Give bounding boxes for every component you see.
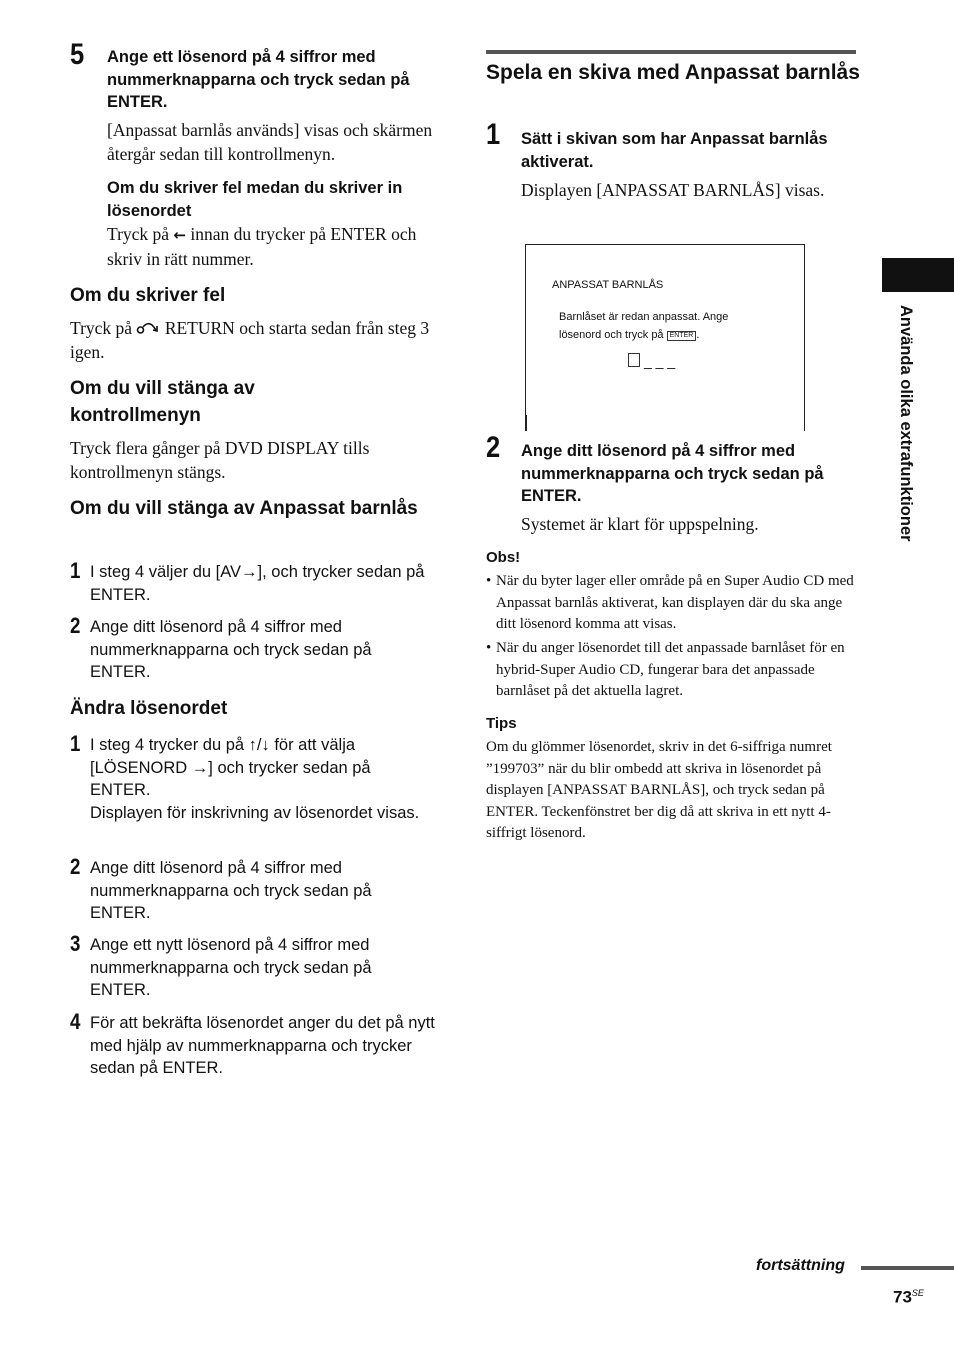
section-body: Tryck på RETURN och starta sedan från steg 3 igen. [70, 318, 430, 362]
password-field[interactable]: _ _ _ [628, 353, 675, 369]
step-heading: Ange ett lösenord på 4 siffror med nummerknapparna och tryck sedan på ENTER. [107, 48, 410, 111]
screen-title: ANPASSAT BARNLÅS [552, 279, 664, 291]
step-heading: Sätt i skivan som har Anpassat barnlås aktiverat. [521, 130, 828, 171]
step-number: 5 [70, 38, 85, 71]
enter-key-icon: ENTER [667, 331, 697, 341]
section-title: Ändra lösenordet [70, 698, 228, 719]
return-icon [136, 318, 160, 338]
step-number: 4 [70, 1009, 81, 1034]
step-text: För att bekräfta lösenordet anger du det på nytt med hjälp av nummerknapparna och trycker sedan på ENTER. [90, 1014, 435, 1077]
step-body: Displayen [ANPASSAT BARNLÅS] visas. [521, 180, 825, 200]
chapter-tab [882, 258, 954, 292]
tips-heading: Tips [486, 715, 517, 732]
step-number: 1 [70, 558, 81, 583]
display-screen [525, 244, 805, 415]
step-text: Ange ett nytt lösenord på 4 siffror med nummerknapparna och tryck sedan på ENTER. [90, 936, 372, 999]
step-number: 2 [70, 854, 81, 879]
step-number: 1 [486, 118, 501, 151]
step-number: 3 [70, 931, 81, 956]
section-title: Om du vill stänga av kontrollmenyn [70, 378, 255, 426]
step-body: Systemet är klart för uppspelning. [521, 514, 759, 534]
step-text: I steg 4 trycker du på ↑/↓ för att välja [LÖSENORD →] och trycker sedan på ENTER. Displayen för inskrivning av lösenordet visas. [90, 736, 420, 822]
sub-heading: Om du skriver fel medan du skriver in lösenordet [107, 179, 403, 220]
step-text: I steg 4 väljer du [AV→], och trycker sedan på ENTER. [90, 563, 425, 604]
sub-body: Tryck på ← innan du trycker på ENTER och skriv in rätt nummer. [107, 224, 417, 269]
continued-label: fortsättning [756, 1257, 845, 1274]
continued-rule [861, 1266, 954, 1270]
tips-body: Om du glömmer lösenordet, skriv in det 6-siffriga numret ”199703” när du blir ombedd att skriva in lösenordet på displayen [ANPASSAT BARNLÅS], och tryck sedan på ENTER. Teckenfönstret ber dig då att skriva in ett nytt 4-siffrigt lösenord. [486, 739, 832, 841]
page-section-title: Spela en skiva med Anpassat barnlås [486, 61, 860, 84]
section-rule [486, 50, 856, 54]
step-text: Ange ditt lösenord på 4 siffror med nummerknapparna och tryck sedan på ENTER. [90, 859, 372, 922]
step-body: [Anpassat barnlås används] visas och skärmen återgår sedan till kontrollmenyn. [107, 120, 433, 164]
section-title: Om du vill stänga av Anpassat barnlås [70, 498, 418, 519]
back-arrow-icon: ← [173, 226, 187, 244]
step-heading: Ange ditt lösenord på 4 siffror med nummerknapparna och tryck sedan på ENTER. [521, 442, 824, 505]
obs-item: • När du anger lösenordet till det anpassade barnlåset för en hybrid-Super Audio CD, fungerar bara det anpassade barnlåset på det aktuella lagret. [486, 640, 845, 699]
step-number: 2 [486, 431, 501, 464]
step-number: 1 [70, 731, 81, 756]
chapter-label: Använda olika extrafunktioner [897, 305, 915, 542]
obs-heading: Obs! [486, 549, 521, 566]
step-text: Ange ditt lösenord på 4 siffror med nummerknapparna och tryck sedan på ENTER. [90, 618, 372, 681]
password-cursor [628, 353, 640, 367]
obs-item: • När du byter lager eller område på en Super Audio CD med Anpassat barnlås aktiverat, kan displayen där du ska ange ditt lösenord komma att visas. [486, 573, 854, 632]
section-body: Tryck flera gånger på DVD DISPLAY tills kontrollmenyn stängs. [70, 438, 370, 482]
page-number: $73^{SE}$ [893, 1287, 924, 1307]
screen-message: Barnlåset är redan anpassat. Ange lösenord och tryck på ENTER . [559, 311, 729, 341]
step-number: 2 [70, 613, 81, 638]
section-title: Om du skriver fel [70, 285, 226, 306]
